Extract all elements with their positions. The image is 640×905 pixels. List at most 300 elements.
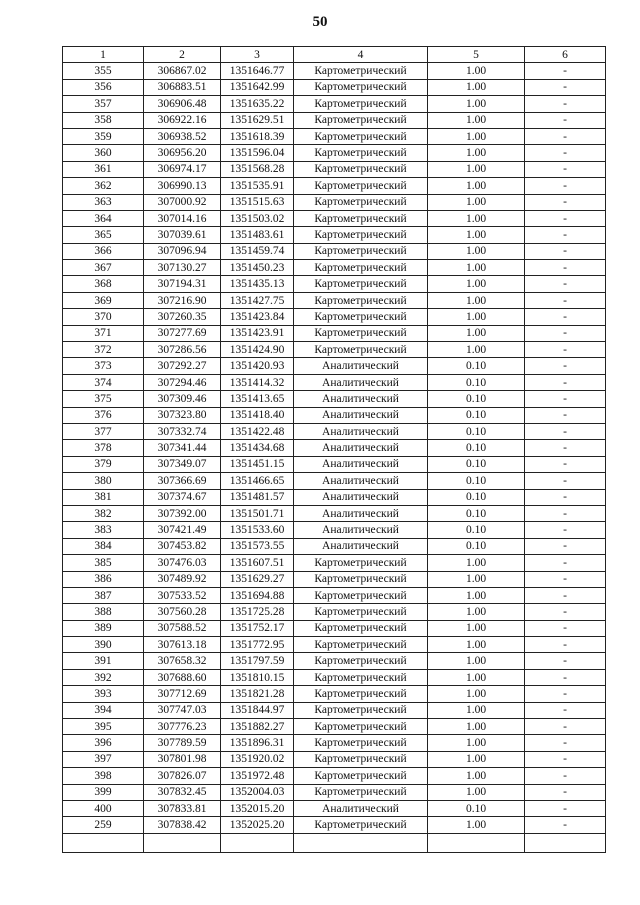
table-cell: 1.00: [428, 161, 525, 177]
table-cell: 355: [63, 63, 144, 79]
table-cell: 307332.74: [144, 423, 221, 439]
column-header: 4: [294, 47, 428, 63]
table-cell: 307277.69: [144, 325, 221, 341]
table-row: [63, 555, 606, 571]
table-cell: -: [525, 112, 606, 128]
table-cell: 307294.46: [144, 374, 221, 390]
table-row: [63, 571, 606, 587]
table-cell: 0.10: [428, 423, 525, 439]
table-row: [63, 374, 606, 390]
table-row: [63, 210, 606, 226]
table-row: [63, 768, 606, 784]
column-header: 6: [525, 47, 606, 63]
table-cell: 0.10: [428, 800, 525, 816]
table-cell: 306906.48: [144, 96, 221, 112]
table-cell: Картометрический: [294, 178, 428, 194]
table-cell: Картометрический: [294, 243, 428, 259]
table-cell: 1.00: [428, 784, 525, 800]
table-cell: 1351414.32: [221, 374, 294, 390]
table-cell: 357: [63, 96, 144, 112]
table-cell: Аналитический: [294, 374, 428, 390]
table-cell: 366: [63, 243, 144, 259]
table-cell: 367: [63, 260, 144, 276]
table-cell: Картометрический: [294, 669, 428, 685]
table-cell: Картометрический: [294, 325, 428, 341]
table-cell: Картометрический: [294, 735, 428, 751]
table-cell: 307489.92: [144, 571, 221, 587]
table-cell: -: [525, 456, 606, 472]
table-cell: 386: [63, 571, 144, 587]
table-cell: 1.00: [428, 276, 525, 292]
table-cell: 1351896.31: [221, 735, 294, 751]
table-cell: -: [525, 63, 606, 79]
table-cell: 1351420.93: [221, 358, 294, 374]
table-cell: Картометрический: [294, 96, 428, 112]
table-cell: Картометрический: [294, 686, 428, 702]
table-cell: 1.00: [428, 260, 525, 276]
table-cell: -: [525, 669, 606, 685]
table-cell: 1.00: [428, 719, 525, 735]
table-cell: 0.10: [428, 440, 525, 456]
table-cell: Картометрический: [294, 292, 428, 308]
table-cell: 306922.16: [144, 112, 221, 128]
table-cell: 1.00: [428, 128, 525, 144]
table-cell: 1.00: [428, 768, 525, 784]
table-cell: 307658.32: [144, 653, 221, 669]
table-cell: 1351413.65: [221, 391, 294, 407]
table-cell: 1352025.20: [221, 817, 294, 833]
table-cell: -: [525, 653, 606, 669]
table-cell: Картометрический: [294, 653, 428, 669]
table-cell: 1351844.97: [221, 702, 294, 718]
table-row: [63, 669, 606, 685]
table-cell: 399: [63, 784, 144, 800]
table-cell: -: [525, 423, 606, 439]
table-cell: -: [525, 243, 606, 259]
table-cell: Картометрический: [294, 604, 428, 620]
table-cell: 379: [63, 456, 144, 472]
table-cell: 1351434.68: [221, 440, 294, 456]
table-cell: 1351451.15: [221, 456, 294, 472]
table-cell: 1.00: [428, 751, 525, 767]
page-number: 50: [312, 14, 328, 30]
table-row: [63, 538, 606, 554]
table-cell: Аналитический: [294, 489, 428, 505]
table-cell: 306956.20: [144, 145, 221, 161]
table-cell: -: [525, 210, 606, 226]
table-cell: Аналитический: [294, 407, 428, 423]
table-cell: 395: [63, 719, 144, 735]
column-header: 2: [144, 47, 221, 63]
table-cell: -: [525, 342, 606, 358]
table-cell: -: [525, 325, 606, 341]
table-cell: Картометрический: [294, 751, 428, 767]
table-cell: 307392.00: [144, 505, 221, 521]
table-cell: 307216.90: [144, 292, 221, 308]
table-cell: 1352015.20: [221, 800, 294, 816]
table-cell: 307588.52: [144, 620, 221, 636]
table-cell: 1.00: [428, 669, 525, 685]
table-cell: Аналитический: [294, 505, 428, 521]
table-cell: 385: [63, 555, 144, 571]
table-cell: 1.00: [428, 817, 525, 833]
table-row: [63, 79, 606, 95]
table-cell: 376: [63, 407, 144, 423]
coordinates-table: [62, 46, 606, 853]
table-cell: -: [525, 407, 606, 423]
table-cell: 307096.94: [144, 243, 221, 259]
table-cell: 1.00: [428, 620, 525, 636]
table-cell: 306867.02: [144, 63, 221, 79]
table-cell: -: [525, 440, 606, 456]
table-cell: Аналитический: [294, 538, 428, 554]
table-cell: 1351882.27: [221, 719, 294, 735]
table-row: [63, 637, 606, 653]
table-header-row: [63, 47, 606, 63]
table-row: [63, 489, 606, 505]
table-cell: 360: [63, 145, 144, 161]
table-cell: Картометрический: [294, 555, 428, 571]
table-cell: -: [525, 768, 606, 784]
table-cell: 1351501.71: [221, 505, 294, 521]
table-row: [63, 128, 606, 144]
table-cell: 1351920.02: [221, 751, 294, 767]
table-cell: 1351466.65: [221, 473, 294, 489]
table-cell: 1351573.55: [221, 538, 294, 554]
table-cell: 374: [63, 374, 144, 390]
table-cell: Картометрический: [294, 210, 428, 226]
table-cell: 1351418.40: [221, 407, 294, 423]
table-cell: Картометрический: [294, 817, 428, 833]
table-cell: -: [525, 161, 606, 177]
table-cell: 0.10: [428, 407, 525, 423]
table-cell: Картометрический: [294, 128, 428, 144]
table-row: [63, 751, 606, 767]
table-cell: 382: [63, 505, 144, 521]
table-cell: -: [525, 473, 606, 489]
table-cell: 306990.13: [144, 178, 221, 194]
table-cell: 377: [63, 423, 144, 439]
table-row: [63, 423, 606, 439]
table-body: [63, 63, 606, 852]
table-row: [63, 260, 606, 276]
table-cell: Картометрический: [294, 637, 428, 653]
table-cell: -: [525, 79, 606, 95]
table-cell: 1.00: [428, 604, 525, 620]
table-cell: 0.10: [428, 473, 525, 489]
table-cell: 380: [63, 473, 144, 489]
table-row: [63, 391, 606, 407]
table-cell: Картометрический: [294, 587, 428, 603]
table-row: [63, 817, 606, 833]
table-cell: 372: [63, 342, 144, 358]
table-cell: Картометрический: [294, 702, 428, 718]
table-cell: 0.10: [428, 391, 525, 407]
table-cell: 307000.92: [144, 194, 221, 210]
table-cell: Аналитический: [294, 800, 428, 816]
table-row: [63, 440, 606, 456]
table-cell: 371: [63, 325, 144, 341]
table-cell: 307832.45: [144, 784, 221, 800]
table-cell: 306974.17: [144, 161, 221, 177]
table-cell: Картометрический: [294, 161, 428, 177]
table-cell: 365: [63, 227, 144, 243]
empty-cell: [221, 833, 294, 852]
table-cell: Картометрический: [294, 620, 428, 636]
table-cell: 362: [63, 178, 144, 194]
table-cell: -: [525, 358, 606, 374]
table-cell: 1.00: [428, 243, 525, 259]
table-cell: -: [525, 620, 606, 636]
table-cell: 1351797.59: [221, 653, 294, 669]
table-cell: -: [525, 194, 606, 210]
table-cell: -: [525, 489, 606, 505]
table-cell: 1.00: [428, 210, 525, 226]
table-cell: 1.00: [428, 325, 525, 341]
table-cell: 1351427.75: [221, 292, 294, 308]
table-cell: Картометрический: [294, 571, 428, 587]
table-row: [63, 63, 606, 79]
table-row: [63, 604, 606, 620]
table-cell: Картометрический: [294, 260, 428, 276]
table-row: [63, 653, 606, 669]
table-cell: -: [525, 587, 606, 603]
table-cell: 307260.35: [144, 309, 221, 325]
table-row: [63, 96, 606, 112]
table-cell: 396: [63, 735, 144, 751]
table-cell: 1351635.22: [221, 96, 294, 112]
table-cell: 1.00: [428, 653, 525, 669]
table-cell: 307130.27: [144, 260, 221, 276]
table-cell: 307341.44: [144, 440, 221, 456]
table-row: [63, 473, 606, 489]
table-cell: 0.10: [428, 505, 525, 521]
table-row: [63, 505, 606, 521]
table-row: [63, 161, 606, 177]
table-row: [63, 292, 606, 308]
table-cell: 1.00: [428, 735, 525, 751]
table-cell: 307838.42: [144, 817, 221, 833]
table-cell: 394: [63, 702, 144, 718]
table-cell: 1351596.04: [221, 145, 294, 161]
table-cell: 1351752.17: [221, 620, 294, 636]
table-cell: 1351423.84: [221, 309, 294, 325]
table-cell: Картометрический: [294, 145, 428, 161]
table-cell: 1.00: [428, 145, 525, 161]
table-cell: 368: [63, 276, 144, 292]
table-cell: 1351629.27: [221, 571, 294, 587]
table-cell: Картометрический: [294, 719, 428, 735]
table-cell: 1351972.48: [221, 768, 294, 784]
table-cell: 307374.67: [144, 489, 221, 505]
table-cell: -: [525, 309, 606, 325]
table-cell: 307533.52: [144, 587, 221, 603]
table-cell: -: [525, 604, 606, 620]
table-cell: -: [525, 522, 606, 538]
empty-cell: [144, 833, 221, 852]
table-cell: -: [525, 374, 606, 390]
table-cell: 1.00: [428, 309, 525, 325]
table-cell: -: [525, 292, 606, 308]
table-row: [63, 243, 606, 259]
table-cell: -: [525, 227, 606, 243]
table-cell: 1.00: [428, 571, 525, 587]
table-cell: 1.00: [428, 587, 525, 603]
table-row: [63, 342, 606, 358]
table-cell: 307613.18: [144, 637, 221, 653]
table-cell: 1351694.88: [221, 587, 294, 603]
table-cell: 359: [63, 128, 144, 144]
table-cell: 307039.61: [144, 227, 221, 243]
table-cell: -: [525, 276, 606, 292]
table-cell: Картометрический: [294, 112, 428, 128]
empty-row: [63, 833, 606, 852]
table-cell: Аналитический: [294, 456, 428, 472]
table-cell: Аналитический: [294, 391, 428, 407]
table-cell: 0.10: [428, 374, 525, 390]
table-cell: -: [525, 702, 606, 718]
table-cell: Аналитический: [294, 473, 428, 489]
table-cell: 1.00: [428, 702, 525, 718]
table-cell: 307292.27: [144, 358, 221, 374]
table-cell: 307826.07: [144, 768, 221, 784]
table-cell: 1.00: [428, 292, 525, 308]
table-cell: 307688.60: [144, 669, 221, 685]
table-cell: Аналитический: [294, 440, 428, 456]
table-row: [63, 620, 606, 636]
table-cell: 1351772.95: [221, 637, 294, 653]
table-cell: 388: [63, 604, 144, 620]
table-cell: -: [525, 784, 606, 800]
table-cell: 1.00: [428, 79, 525, 95]
table-cell: 375: [63, 391, 144, 407]
table-cell: Картометрический: [294, 79, 428, 95]
table-cell: 1351459.74: [221, 243, 294, 259]
table-cell: 397: [63, 751, 144, 767]
table-cell: -: [525, 751, 606, 767]
table-row: [63, 719, 606, 735]
table-row: [63, 325, 606, 341]
table-cell: -: [525, 128, 606, 144]
table-cell: 1351423.91: [221, 325, 294, 341]
table-cell: 1351435.13: [221, 276, 294, 292]
empty-cell: [63, 833, 144, 852]
table-cell: 307014.16: [144, 210, 221, 226]
table-cell: 400: [63, 800, 144, 816]
table-cell: 398: [63, 768, 144, 784]
table-cell: -: [525, 260, 606, 276]
table-cell: 1.00: [428, 96, 525, 112]
table-cell: 1351535.91: [221, 178, 294, 194]
table-cell: Картометрический: [294, 784, 428, 800]
table-cell: 389: [63, 620, 144, 636]
table-cell: 364: [63, 210, 144, 226]
table-cell: 307323.80: [144, 407, 221, 423]
table-cell: -: [525, 686, 606, 702]
table-cell: 306883.51: [144, 79, 221, 95]
table-cell: Аналитический: [294, 522, 428, 538]
table-cell: 1351424.90: [221, 342, 294, 358]
table-cell: Картометрический: [294, 276, 428, 292]
empty-cell: [428, 833, 525, 852]
table-row: [63, 784, 606, 800]
table-cell: 307476.03: [144, 555, 221, 571]
table-row: [63, 686, 606, 702]
table-cell: 361: [63, 161, 144, 177]
table-cell: 307747.03: [144, 702, 221, 718]
table-cell: Картометрический: [294, 227, 428, 243]
table-cell: 369: [63, 292, 144, 308]
table-cell: 1.00: [428, 112, 525, 128]
table-row: [63, 194, 606, 210]
table-cell: 1351422.48: [221, 423, 294, 439]
table-cell: 307421.49: [144, 522, 221, 538]
table-cell: 1352004.03: [221, 784, 294, 800]
table-cell: 0.10: [428, 489, 525, 505]
table-row: [63, 735, 606, 751]
table-cell: 1351533.60: [221, 522, 294, 538]
table-cell: 1351629.51: [221, 112, 294, 128]
table-cell: 307309.46: [144, 391, 221, 407]
table-cell: 1351810.15: [221, 669, 294, 685]
table-cell: -: [525, 391, 606, 407]
table-cell: Картометрический: [294, 194, 428, 210]
column-header: 5: [428, 47, 525, 63]
table-cell: 307453.82: [144, 538, 221, 554]
table-cell: 381: [63, 489, 144, 505]
table-cell: 0.10: [428, 456, 525, 472]
table-cell: 307560.28: [144, 604, 221, 620]
table-cell: 1351483.61: [221, 227, 294, 243]
table-cell: 373: [63, 358, 144, 374]
column-header: 3: [221, 47, 294, 63]
table-cell: 358: [63, 112, 144, 128]
table-cell: 392: [63, 669, 144, 685]
table-cell: 0.10: [428, 538, 525, 554]
table-cell: 306938.52: [144, 128, 221, 144]
table-row: [63, 276, 606, 292]
table-cell: 307366.69: [144, 473, 221, 489]
table-cell: 1351725.28: [221, 604, 294, 620]
table-cell: 1351503.02: [221, 210, 294, 226]
table-cell: 0.10: [428, 358, 525, 374]
table-cell: Аналитический: [294, 358, 428, 374]
table-cell: 307712.69: [144, 686, 221, 702]
empty-cell: [294, 833, 428, 852]
table-cell: 378: [63, 440, 144, 456]
table-cell: 383: [63, 522, 144, 538]
table-cell: 1351568.28: [221, 161, 294, 177]
table-cell: 391: [63, 653, 144, 669]
table-cell: 1351607.51: [221, 555, 294, 571]
table-cell: 307286.56: [144, 342, 221, 358]
table-row: [63, 358, 606, 374]
table-cell: 1351646.77: [221, 63, 294, 79]
table-cell: 1.00: [428, 686, 525, 702]
table-cell: Картометрический: [294, 63, 428, 79]
table-cell: 393: [63, 686, 144, 702]
table-cell: 1.00: [428, 178, 525, 194]
table-cell: 1351618.39: [221, 128, 294, 144]
table-cell: -: [525, 145, 606, 161]
table-row: [63, 407, 606, 423]
table-cell: -: [525, 538, 606, 554]
table-cell: Аналитический: [294, 423, 428, 439]
table-cell: 1.00: [428, 194, 525, 210]
table-cell: 1351821.28: [221, 686, 294, 702]
table-cell: -: [525, 637, 606, 653]
table-row: [63, 145, 606, 161]
